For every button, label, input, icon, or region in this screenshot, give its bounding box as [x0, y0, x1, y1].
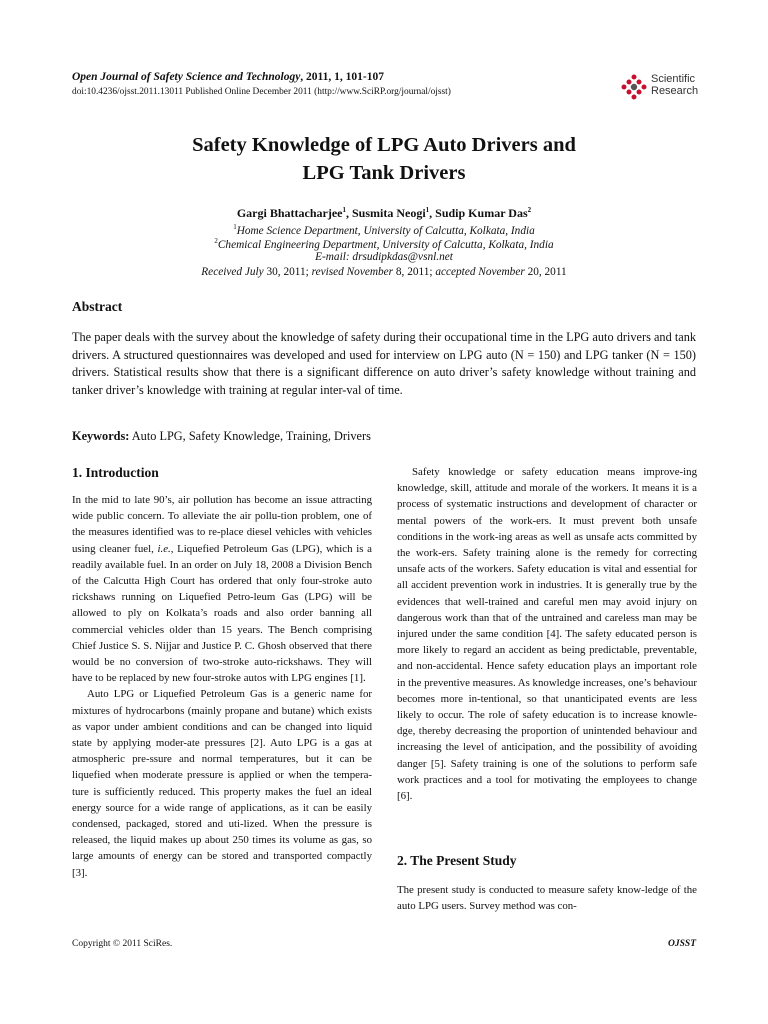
abstract-heading: Abstract	[72, 299, 123, 314]
keywords	[72, 429, 371, 444]
received-label: Received July	[201, 266, 264, 278]
revised-day: 8, 2011;	[393, 266, 436, 278]
affiliation-text: Chemical Engineering Department, University of Calcutta, Kolkata, India	[217, 238, 554, 251]
logo-dot	[632, 95, 637, 100]
logo-dot	[642, 85, 647, 90]
paper-title	[60, 131, 708, 187]
revised-label: revised November	[311, 266, 394, 278]
logo-dot	[637, 90, 642, 95]
affiliation-text: Home Science Department, University of Calcutta, Kolkata, India	[236, 224, 535, 237]
logo-dot	[627, 90, 632, 95]
journal-name: Open Journal of Safety Science and Technology	[72, 71, 301, 83]
logo-text-line1: Scientific	[651, 73, 696, 85]
logo-text-line2: Research	[651, 85, 699, 97]
scientific-research-logo	[621, 72, 711, 102]
section-heading-present-study: 2. The Present Study	[397, 853, 517, 868]
author-name: Susmita Neogi	[351, 206, 426, 220]
paragraph-text: , Liquefied Petroleum Gas (LPG), which is a readily available fuel. In an order on July 18, 2008 a Division Bench of the Calcutta High Court has ordered that only four-stroke auto rickshaws running on Liquefied Petro-leum Gas (LPG) will be allowed to ply on Kolkata’s roads and also order banning all commercial vehicles older than 15 years. The Bench comprising Chief Justice S. S. Nijjar and Justice P. C. Ghosh observed that there would be no conversion of two-stroke auto-rickshaws. They will have to be replaced by new four-stroke autos with LPG engines [1].	[72, 542, 372, 685]
author-name: Sudip Kumar Das	[435, 206, 528, 220]
logo-dot	[631, 84, 637, 90]
italic-ie: i.e.	[157, 542, 171, 555]
email-label: E-mail	[315, 251, 346, 263]
logo-diamond-icon	[621, 74, 647, 100]
keywords-list: Auto LPG, Safety Knowledge, Training, Drivers	[129, 429, 371, 443]
present-study-column	[397, 882, 697, 914]
logo-dot	[622, 85, 627, 90]
author-email	[60, 251, 708, 263]
intro-paragraph-3: Safety knowledge or safety education means improve-ing knowledge, skill, attitude and morale of the workers. It means it is a process of systematic instructions and development of character or mental powers of the work-ers. It must prevent both unsafe conditions in the work-ing areas as well as unsafe acts committed by the work-ers. Safety training alone is the remedy for correcting unsafe acts of the workers. Safety education is vital and essential for all accident prevention work in industries. It is generally true by the evidences that well-trained and careful men may avoid injury on dangerous work than that of the untrained and careless man may be injured under the same condition [4]. The safety educated person is more likely to regard an accident as being predictable, preventable, and non-accidental. Hence safety education plays an important role in the preventive measures. As knowledge increases, one’s behaviour becomes more in-tentional, so that unanticipated events are less likely to occur. The role of safety education is to increase knowle-dge, thereby decreasing the proportion of unintended behaviour and increasing the level of anticipation, and the possibility of avoiding danger [5]. Safety training is one of the solutions to perform safe work practices and a tool for motivating the employees to change [6].	[397, 466, 697, 803]
author-name: Gargi Bhattacharjee	[236, 206, 343, 220]
paragraph-text: In the mid to late 90’s, air pollution has become an issue attracting wide public concern. To alleviate the air pollu-tion problem, one of the measures identified was to re-place diesel vehicles with vehicles using cleaner fuel,	[72, 494, 372, 555]
affiliation-mark: 1	[233, 223, 237, 231]
logo-dot	[632, 75, 637, 80]
accepted-day: 20, 2011	[524, 266, 567, 278]
received-day: 30, 2011;	[263, 266, 312, 278]
author-separator: ,	[345, 206, 352, 220]
journal-citation	[72, 71, 384, 83]
author-list	[60, 206, 708, 221]
logo-dot	[637, 80, 642, 85]
title-line-1: Safety Knowledge of LPG Auto Drivers and	[192, 134, 576, 156]
keywords-label: Keywords:	[72, 429, 130, 443]
footer-journal-abbrev: OJSST	[668, 939, 696, 949]
affiliation-1	[60, 223, 708, 237]
accepted-label: accepted November	[435, 266, 525, 278]
doi-line: doi:10.4236/ojsst.2011.13011 Published Online December 2011 (http://www.SciRP.org/journal/ojsst)	[72, 87, 451, 97]
logo-dot	[627, 80, 632, 85]
title-line-2: LPG Tank Drivers	[302, 162, 466, 184]
section-heading-introduction: 1. Introduction	[72, 465, 159, 480]
footer-copyright: Copyright © 2011 SciRes.	[72, 939, 173, 949]
affiliation-mark: 2	[214, 237, 218, 245]
author-affil-mark: 2	[527, 206, 532, 214]
author-affil-mark: 1	[342, 206, 346, 214]
intro-paragraph-1	[72, 492, 372, 686]
author-separator: ,	[429, 206, 436, 220]
journal-volume-pages: , 2011, 1, 101-107	[300, 71, 384, 83]
affiliation-2	[60, 237, 708, 251]
abstract-text: The paper deals with the survey about the knowledge of safety during their occupational time in the LPG auto drivers and tank drivers. A structured questionnaires was developed and used for interview on LPG auto (N = 150) and LPG tanker (N = 150) drivers. Statistical results show that there is a significant difference on auto driver’s safety knowledge without training and tanker driver’s knowledge with training at regular inter-val of time.	[72, 330, 696, 397]
column-right	[397, 464, 697, 804]
email-address: : drsudipkdas@vsnl.net	[345, 251, 453, 263]
column-left	[72, 492, 372, 881]
received-dates	[60, 266, 708, 278]
author-affil-mark: 1	[425, 206, 430, 214]
intro-paragraph-2: Auto LPG or Liquefied Petroleum Gas is a generic name for mixtures of hydrocarbons (mainly propane and butane) which exists as vapor under ambient conditions and can be changed into liquid state by applying moder-ate pressures [2]. Auto LPG is a gas at atmospheric pre-ssure and normal temperatures, but it can be liquefied when moderate pressure is applied or when the tempera-ture is sufficiently reduced. This property makes the fuel an ideal energy source for a wide range of applications, as it can be easily condensed, packaged, stored and uti-lized. When the pressure is released, the liquid makes up about 250 times its volume as gas, so large amounts of energy can be stored and transported compactly [3].	[72, 688, 372, 879]
present-study-paragraph-1: The present study is conducted to measure safety know-ledge of the auto LPG users. Survey method was con-	[397, 884, 697, 913]
